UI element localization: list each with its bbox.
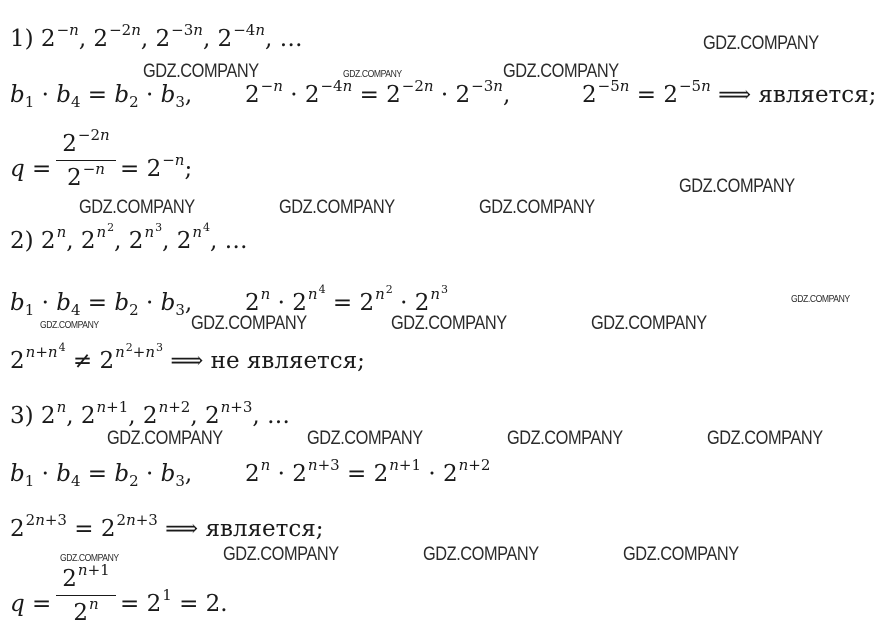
part3-q-denominator: 2$^n$ (73, 595, 99, 626)
part1-q-fraction (56, 126, 116, 191)
watermark: GDZ.COMPANY (223, 544, 339, 565)
part3-check-value: $2^n \cdot 2^{n+3} = 2^{n+1} \cdot 2^{n+2}$ (245, 456, 491, 487)
part1-check-b: $b_1 \cdot b_4 = b_2 \cdot b_3$, (10, 82, 193, 111)
watermark: GDZ.COMPANY (591, 313, 707, 334)
watermark: GDZ.COMPANY (191, 313, 307, 334)
part2-check-b: $b_1 \cdot b_4 = b_2 \cdot b_3$, (10, 290, 193, 319)
part3-q-numerator: $2^{n+1}$ (62, 561, 110, 592)
part2-check-value: $2^n \cdot 2^{n^4} = 2^{n^2} \cdot 2^{n^3}$ (245, 283, 449, 316)
watermark: GDZ.COMPANY (623, 544, 739, 565)
watermark: GDZ.COMPANY (279, 197, 395, 218)
part3-check-b: $b_1 \cdot b_4 = b_2 \cdot b_3$, (10, 461, 193, 490)
watermark: GDZ.COMPANY (60, 553, 119, 564)
part1-sequence: 1) $2^{-n}$, $2^{-2n}$, $2^{-3n}$, $2^{-4n}$, … (10, 21, 303, 52)
watermark: GDZ.COMPANY (679, 176, 795, 197)
part1-q-result: = $2^{-n}$; (120, 151, 193, 182)
part1-q-denominator: $2^{-n}$ (67, 160, 105, 191)
part3-result: $2^{2n+3} = 2^{2n+3}$ ⟹ является; (10, 511, 324, 542)
part1-q-label: q = (10, 156, 52, 182)
watermark: GDZ.COMPANY (40, 320, 99, 331)
part1-result: $2^{-5n} = 2^{-5n}$ ⟹ является; (582, 77, 877, 108)
watermark: GDZ.COMPANY (503, 61, 619, 82)
watermark: GDZ.COMPANY (703, 33, 819, 54)
part3-sequence: 3) 2$^n$, $2^{n+1}$, $2^{n+2}$, $2^{n+3}$, … (10, 398, 291, 429)
part3-q-fraction (56, 561, 116, 626)
watermark: GDZ.COMPANY (507, 428, 623, 449)
part2-sequence: 2) 2$^n$, $2^{n^2}$, $2^{n^3}$, $2^{n^4}$, … (10, 221, 248, 254)
part3-q-result: = $2^1 = 2$. (120, 586, 228, 617)
watermark: GDZ.COMPANY (79, 197, 195, 218)
part1-q-numerator: $2^{-2n}$ (62, 126, 110, 157)
part2-result: $2^{n+n^4} \ne 2^{n^2+n^3}$ ⟹ не является; (10, 341, 365, 374)
part1-check-value: $2^{-n} \cdot 2^{-4n} = 2^{-2n} \cdot 2^{-3n}$, (245, 77, 511, 108)
watermark: GDZ.COMPANY (307, 428, 423, 449)
watermark: GDZ.COMPANY (391, 313, 507, 334)
watermark: GDZ.COMPANY (143, 61, 259, 82)
watermark: GDZ.COMPANY (107, 428, 223, 449)
watermark: GDZ.COMPANY (423, 544, 539, 565)
watermark: GDZ.COMPANY (343, 69, 402, 80)
fraction-bar (56, 595, 116, 596)
watermark: GDZ.COMPANY (479, 197, 595, 218)
watermark: GDZ.COMPANY (707, 428, 823, 449)
watermark: GDZ.COMPANY (791, 294, 850, 305)
part3-q-label: q = (10, 591, 52, 617)
